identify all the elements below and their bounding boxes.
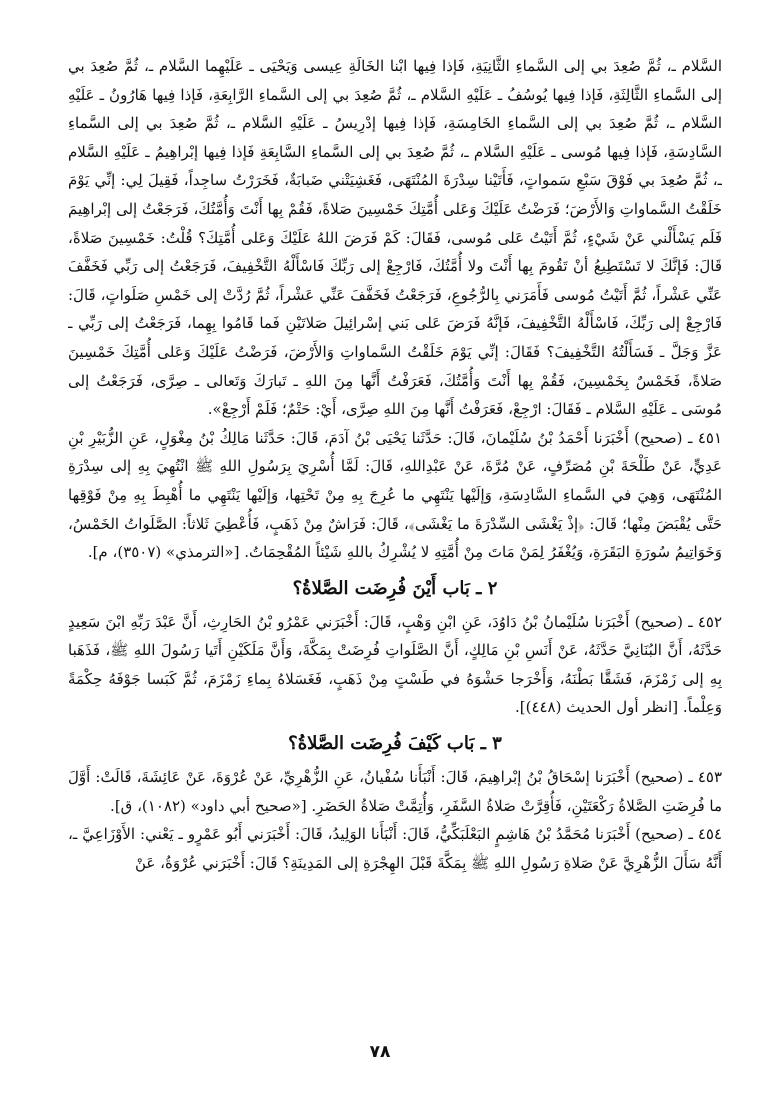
- chapter-3-title: ٣ ـ بَاب كَيْفَ فُرِضَت الصَّلاةُ؟: [288, 733, 502, 755]
- hadith-452: ٤٥٢ ـ (صحيح) أَخْبَرَنا سُلَيْمانُ بْنُ دَاوُدَ، عَنِ ابْنِ وَهْبٍ، قَالَ: أَخْبَرَني عَمْرُو بْنُ الحَارِثِ، أَنَّ عَبْدَ رَبِّهِ ابْنَ سَعِيدٍ حَدَّثَهُ، أَنَّ البُنَانِيَّ حَدَّثَهُ، عَنْ أَنَسِ بْنِ مَالِكٍ، أَنَّ الصَّلَواتِ فُرِضَتْ بِمَكَّةَ، وَأَنَّ مَلَكَيْنِ أَتَيا رَسُولَ اللهِ ﷺ، فَذَهَبا بِهِ إلى زَمْزَمَ، فَشَقَّا بَطْنَهُ، وَأَخْرَجا حَشْوَهُ في طَسْتٍ مِنْ ذَهَبٍ، فَغَسَلاهُ بِماءِ زَمْزَمَ، ثُمَّ كَبَسا جَوْفَهُ حِكْمَةً وَعِلْماً. [انظر أول الحديث (٤٤٨)].: [68, 612, 722, 717]
- hadith-454: ٤٥٤ ـ (صحيح) أَخْبَرَنا مُحَمَّدُ بْنُ هَاشِمٍ البَعْلَبَكِّيُّ، قَالَ: أَنْبَأَنا الوَلِيدُ، قَالَ: أَخْبَرَني أَبُو عَمْرٍو ـ يَعْني: الأَوْزَاعِيَّ ـ، أَنَّهُ سَأَلَ الزُّهْرِيَّ عَنْ صَلاةِ رَسُولِ اللهِ ﷺ بِمَكَّةَ قَبْلَ الهِجْرَةِ إلى المَدِينَةِ؟ قَالَ: أَخْبَرَني عُرْوَةُ، عَنْ: [68, 825, 722, 872]
- page-number: ٧٨: [369, 1042, 391, 1062]
- hadith-450-continuation: السَّلام ـ، ثُمَّ صُعِدَ بي إلى السَّماءِ الثَّانِيَةِ، فَإذا فِيها ابْنا الخَالَةِ عِيسى وَيَحْيَى ـ عَلَيْهِما السَّلام ـ، ثُمَّ صُعِدَ بي إلى السَّماءِ الثَّالِثَةِ، فَإذا فِيها يُوسُفُ ـ عَلَيْهِ السَّلام ـ، ثُمَّ صُعِدَ بي إلى السَّماءِ الرَّابِعَةِ، فَإذا فِيها هَارُونُ ـ عَلَيْهِ السَّلام ـ، ثُمَّ صُعِدَ بي إلى السَّماءِ الخَامِسَةِ، فَإذا فِيها إدْرِيسُ ـ عَلَيْهِ السَّلام ـ، ثُمَّ صُعِدَ بي إلى السَّماءِ السَّادِسَةِ، فَإذا فِيها مُوسى ـ عَلَيْهِ السَّلام ـ، ثُمَّ صُعِدَ بي إلى السَّماءِ السَّابِعَةِ فَإذا فِيها إبْراهِيمُ ـ عَلَيْهِ السَّلام ـ، ثُمَّ صُعِدَ بي فَوْقَ سَبْعِ سَمواتٍ، فَأَتَيْنا سِدْرَةَ المُنْتَهَى، فَغَشِيَتْني ضَبابَةٌ، فَخَرَرْتُ ساجِداً، فَقِيلَ لِي: إنِّي يَوْمَ خَلَقْتُ السَّماواتِ وَالأَرْضَ؛ فَرَضْتُ عَلَيْكَ وَعَلى أُمَّتِكَ خَمْسِينَ صَلاةً، فَقُمْ بِها أَنْتَ وَأُمَّتُكَ، فَرَجَعْتُ إلى إبْراهِيمَ فَلَم يَسْأَلْني عَنْ شَيْءٍ، ثُمَّ أَتَيْتُ عَلى مُوسى، فَقَالَ: كَمْ فَرَضَ اللهُ عَلَيْكَ وَعَلى أُمَّتِكَ؟ قُلْتُ: خَمْسِينَ صَلاةً، قَالَ: فَإنَّكَ لا تَسْتَطِيعُ أنْ تَقُومَ بِها أَنْتَ ولا أُمَّتُكَ، فَارْجِعْ إلى رَبِّكَ فَاسْأَلْهُ التَّخْفِيفَ، فَرَجَعْتُ إلى رَبِّي فَخَفَّفَ عَنِّي عَشْراً، ثُمَّ أَتَيْتُ مُوسى فَأَمَرَني بِالرُّجُوعِ، فَرَجَعْتُ فَخَفَّفَ عَنِّي عَشْراً، ثُمَّ رُدَّتْ إلى خَمْسِ صَلَواتٍ، قَالَ: فَارْجِعْ إلى رَبِّكَ، فَاسْأَلْهُ التَّخْفِيفَ، فَإنَّهُ فَرَضَ عَلى بَني إسْرائِيلَ صَلاتَيْنِ فَما قَامُوا بِهِما، فَرَجَعْتُ إلى رَبِّي ـ عَزَّ وَجَلَّ ـ فَسَأَلْتُهُ التَّخْفِيفَ؟ فَقَالَ: إنِّي يَوْمَ خَلَقْتُ السَّماواتِ وَالأَرْضَ، فَرَضْتُ عَلَيْكَ وَعَلى أُمَّتِكَ خَمْسِينَ صَلاةً، فَخَمْسٌ بِخَمْسِينَ، فَقُمْ بِها أَنْتَ وَأُمَّتُكَ، فَعَرَفْتُ أَنَّها مِنَ اللهِ ـ تَبارَكَ وَتَعالى ـ صِرَّى، فَرَجَعْتُ إلى مُوسَى ـ عَلَيْهِ السَّلام ـ فَقَالَ: ارْجِعْ، فَعَرَفْتُ أَنَّها مِنَ اللهِ صِرَّى، أَيْ: حَتْمٌ؛ فَلَمْ أَرْجِعْ».: [68, 57, 722, 419]
- hadith-453: ٤٥٣ ـ (صحيح) أَخْبَرَنا إسْحَاقُ بْنُ إبْراهِيمَ، قَالَ: أَنْبَأَنا سُفْيانُ، عَنِ الزُّهْرِيِّ، عَنْ عُرْوَةَ، عَنْ عَائِشَةَ، قَالَتْ: أَوَّلَ ما فُرِضَتِ الصَّلاةُ رَكْعَتَيْنِ، فَأُقِرَّتْ صَلاةُ السَّفَرِ، وَأُتِمَّتْ صَلاةُ الحَضَرِ. [«صحيح أبي داود» (١٠٨٢)، ق].: [68, 768, 722, 815]
- hadith-451: ٤٥١ ـ (صحيح) أَخْبَرَنا أَحْمَدُ بْنُ سُلَيْمانَ، قَالَ: حَدَّثَنا يَحْيَى بْنُ آدَمَ، قَالَ: حَدَّثَنا مَالِكُ بْنُ مِغْوَلٍ، عَنِ الزُّبَيْرِ بْنِ عَدِيٍّ، عَنْ طَلْحَةَ بْنِ مُصَرِّفٍ، عَنْ مُرَّةَ، عَنْ عَبْدِاللهِ، قَالَ: لَمَّا أُسْرِيَ بِرَسُولِ اللهِ ﷺ انْتُهِيَ بِهِ إلى سِدْرَةِ المُنْتَهَى، وَهِيَ في السَّماءِ السَّادِسَةِ، وَإلَيْها يَنْتَهِي ما عُرِجَ بِهِ مِنْ تَحْتِها، وَإلَيْها يَنْتَهِي ما أُهْبِطَ بِهِ مِنْ فَوْقِها حَتَّى يُقْبَضَ مِنْها؛ قَالَ: ﴿إذْ يَغْشَى السِّدْرَةَ ما يَغْشَى﴾، قَالَ: فَرَاشٌ مِنْ ذَهَبٍ، فَأُعْطِيَ ثَلاثاً: الصَّلَواتُ الخَمْسُ، وَخَوَاتِيمُ سُورَةِ البَقَرَةِ، وَيُغْفَرُ لِمَنْ مَاتَ مِنْ أُمَّتِهِ لا يُشْرِكُ باللهِ شَيْئاً المُقْحِمَاتُ. [«الترمذي» (٣٥٠٧)، م].: [68, 428, 722, 562]
- book-page: [68, 52, 722, 1052]
- chapter-2-title: ٢ ـ بَاب أَيْنَ فُرِضَت الصَّلاةُ؟: [292, 577, 498, 599]
